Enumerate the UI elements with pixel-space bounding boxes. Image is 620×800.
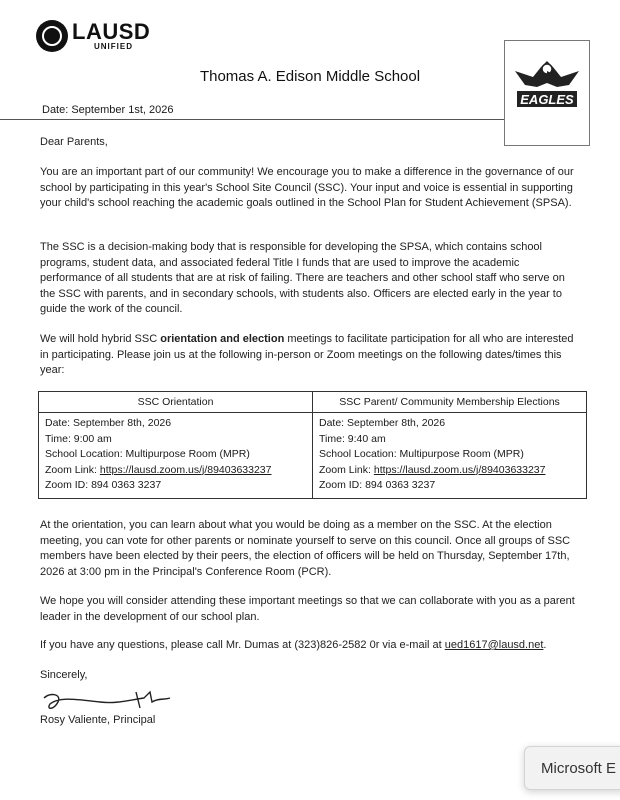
- date-rule: [0, 119, 504, 120]
- school-name: Thomas A. Edison Middle School: [199, 68, 421, 85]
- elections-heading: SSC Parent/ Community Membership Elections: [313, 392, 586, 413]
- greeting: Dear Parents,: [40, 136, 108, 148]
- paragraph-hope: We hope you will consider attending these important meetings so that we can collaborate with you as a parent leader in the development of our school plan.: [40, 595, 575, 623]
- orientation-zoom-id: Zoom ID: 894 0363 3237: [45, 479, 162, 491]
- elections-zoom-label: Zoom Link:: [319, 463, 374, 476]
- orientation-time: Time: 9:00 am: [45, 432, 112, 445]
- elections-column: [312, 392, 586, 498]
- paragraph-contact: [40, 638, 580, 654]
- orientation-location: School Location: Multipurpose Room (MPR): [45, 448, 250, 460]
- orientation-zoom-link[interactable]: https://lausd.zoom.us/j/89403633237: [99, 463, 272, 476]
- signer-name: Rosy Valiente, Principal: [40, 714, 156, 726]
- contact-email-link[interactable]: ued1617@lausd.net: [444, 639, 544, 651]
- microsoft-notification-toast[interactable]: Microsoft E: [524, 746, 620, 790]
- paragraph-meetings: [40, 332, 580, 379]
- paragraph-intro: You are an important part of our community! We encourage you to make a difference in the governance of our school by participating in this year's School Site Council (SSC). Your input and voice is essential in supporting your child's school reaching the academic goals outlined in the School Plan for Student Achievement (SPSA).: [40, 166, 574, 209]
- meetings-text-before: We will hold hybrid SSC: [40, 333, 161, 345]
- meetings-text-after: meetings to facilitate participation for all who are interested in participating. Please join us at the following in-person or Zoom meetings on the following dates/times this year:: [40, 333, 574, 376]
- meeting-schedule-table: [38, 391, 587, 499]
- mascot-text: EAGLES: [520, 92, 574, 107]
- contact-text-after: .: [543, 639, 547, 651]
- orientation-column: [39, 392, 312, 498]
- paragraph-election-details: At the orientation, you can learn about what you would be doing as a member on the SSC. At the election meeting, you can vote for other parents or nominate yourself to serve on this council. Once all groups of SSC members have been elected by their peers, the election of officers will be held on Thursday, September 17th, 2026 at 3:00 pm in the Principal's Conference Room (PCR).: [40, 519, 571, 578]
- mascot-logo-box: [504, 40, 590, 146]
- orientation-zoom-row: [45, 463, 312, 479]
- elections-time: Time: 9:40 am: [319, 432, 386, 445]
- elections-zoom-row: [319, 463, 586, 479]
- orientation-date: Date: September 8th, 2026: [45, 417, 172, 429]
- orientation-zoom-label: Zoom Link:: [45, 463, 100, 476]
- lausd-logo: [36, 20, 150, 52]
- elections-zoom-link[interactable]: https://lausd.zoom.us/j/89403633237: [373, 463, 546, 476]
- elections-zoom-id: Zoom ID: 894 0363 3237: [319, 479, 436, 491]
- orientation-heading: SSC Orientation: [39, 392, 312, 413]
- logo-text: LAUSD: [72, 19, 151, 44]
- logo-subtext: UNIFIED: [94, 42, 133, 51]
- elections-date: Date: September 8th, 2026: [319, 417, 446, 429]
- contact-text-before: If you have any questions, please call Mr. Dumas at (323)826-2582 0r via e-mail at: [40, 639, 445, 651]
- letter-date: Date: September 1st, 2026: [42, 104, 174, 116]
- eagle-mascot-icon: [513, 53, 581, 113]
- paragraph-ssc-description: The SSC is a decision-making body that is responsible for developing the SPSA, which contains school programs, student data, and associated federal Title I funds that are used to improve the academic performance of all students that are at risk of failing. There are teachers and other school staff who serve on the SSC with parents, and in secondary schools, with students also. Officers are elected early in the year to guide the work of the council.: [40, 241, 565, 315]
- elections-location: School Location: Multipurpose Room (MPR): [319, 448, 524, 460]
- meetings-text-bold: orientation and election: [160, 333, 285, 345]
- closing: Sincerely,: [40, 669, 88, 681]
- lausd-seal-icon: [36, 20, 68, 52]
